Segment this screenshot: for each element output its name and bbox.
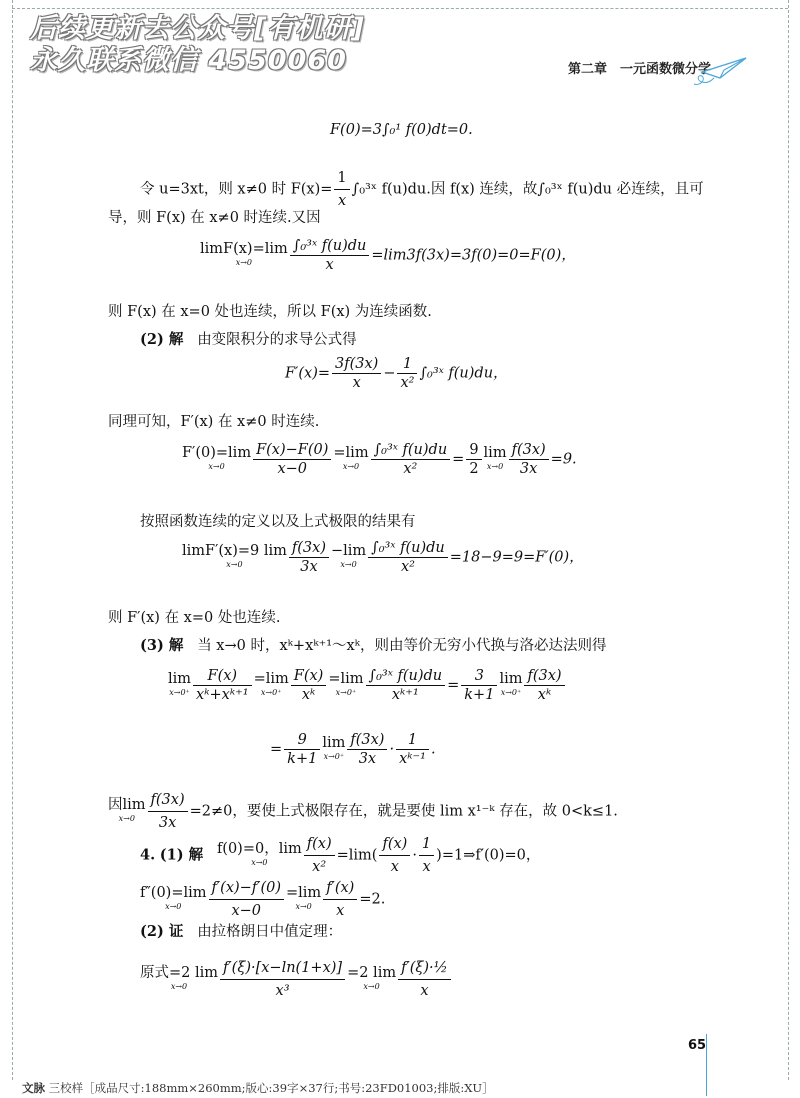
text-line-12: 则 F′(x) 在 x=0 处也连续.: [108, 610, 281, 626]
label-part2: (2) 解: [140, 331, 184, 348]
eq-part3-limit: lim x→0⁺ $\frac{F(x)}{\text{xᵏ+xᵏ⁺¹}}$ =lim x→0⁺ $\frac{F(x)}{\text{xᵏ}}$ =lim x→0⁺ $\frac{\text{∫₀³ˣ f(u)du}}{\text{xᵏ⁺¹}}$ = $\frac{3}{k+1}$ lim x→0⁺ $\frac{f(3x)}{\text{xᵏ}}$: [168, 668, 567, 703]
watermark-line-2: 永久联系微信 4550060: [30, 45, 347, 76]
text-integral-2: ∫₀³ˣ f(u)du 必连续，且可: [537, 181, 704, 198]
paper-plane-icon: [690, 50, 750, 90]
eq-limit-tail: =lim3f(3x)=3f(0)=0=F(0)，: [371, 247, 576, 264]
text-line-2: [140, 168, 704, 211]
text-integral-1: ∫₀³ˣ f(u)du.因 f(x) 连续，故: [351, 181, 538, 198]
eq-limit-F: [200, 238, 576, 273]
print-footer: [22, 1080, 494, 1096]
chapter-header: 第二章 一元函数微分学: [568, 62, 712, 77]
text-line-13: (3) 解 当 x→0 时，xᵏ+xᵏ⁺¹～xᵏ，则由等价无穷小代换与洛必达法则得: [140, 637, 607, 654]
lim-label-a: limF(x)=lim x→0: [200, 240, 288, 267]
text-let-u: 令 u=3xt，则 x≠0 时 F(x)=: [140, 181, 333, 198]
text-line-18: f″(0)=lim x→0 $\frac{f'(x)-f'(0)}{x-0}$ =lim x→0 $\frac{f'(x)}{x}$ =2.: [140, 880, 386, 919]
watermark-line-1: 后续更新去公众号[有机研]: [30, 13, 365, 44]
eq-Fprime: F′(x)= $\frac{3f(3x)}{x}$ − $\frac{1}{\text{x²}}$ ∫₀³ˣ f(u)du，: [285, 356, 508, 391]
frac-1-over-x: $\frac{1}{x}$: [334, 168, 349, 211]
text-line-10: 按照函数连续的定义以及上式极限的结果有: [140, 514, 416, 530]
eq-limit-Fprime: limF′(x)=9 lim x→0 $\frac{f(3x)}{3x}$ −lim x→0 $\frac{\text{∫₀³ˣ f(u)du}}{\text{x²}}$ =18−9=9=F′(0)，: [182, 540, 584, 575]
text-line-8: 同理可知，F′(x) 在 x≠0 时连续.: [108, 414, 320, 430]
text-line-3: 导，则 F(x) 在 x≠0 时连续.又因: [108, 210, 321, 226]
text-line-17: 4. (1) 解 f(0)=0，lim x→0 $\frac{f(x)}{\text{x²}}$ =lim( $\frac{f(x)}{x}$ · $\frac{1}{x}$ )=1⇒f′(0)=0，: [140, 836, 541, 875]
text-line-5: 则 F(x) 在 x=0 处也连续，所以 F(x) 为连续函数.: [108, 304, 432, 320]
text-line-6: [140, 330, 357, 350]
footer-spec: 三校样［成品尺寸:188mm×260mm;版心:39字×37行;书号:23FD01003;排版:XU］: [48, 1081, 494, 1095]
margin-rule: [706, 1034, 707, 1096]
eq-part3-limit-2: = $\frac{9}{k+1}$ lim x→0⁺ $\frac{f(3x)}{3x}$ · $\frac{1}{\text{xᵏ⁻¹}}$ .: [270, 732, 436, 767]
text-part2: 由变限积分的求导公式得: [197, 332, 357, 348]
crop-line-left: [12, 0, 13, 1080]
eq-F0: F(0)=3∫₀¹ f(0)dt=0.: [330, 122, 473, 138]
footer-brand: 文脉: [22, 1081, 45, 1095]
frac-integral-over-x: $\frac{\text{∫₀³ˣ f(u)du}}{x}$: [290, 238, 370, 273]
text-line-19: (2) 证 由拉格朗日中值定理：: [140, 923, 343, 940]
text-line-20: 原式=2 lim x→0 $\frac{f'(\xi)\cdot[x-\ln(1+x)]}{\text{x³}}$ =2 lim x→0 $\frac{\text{f′(ξ)·½}}{x}$: [140, 958, 453, 1001]
eq-Fprime0: F′(0)=lim x→0 $\frac{F(x)-F(0)}{x-0}$ =lim x→0 $\frac{\text{∫₀³ˣ f(u)du}}{\text{x²}}$ = $\frac{9}{2}$ lim x→0 $\frac{f(3x)}{3x}$ =9.: [182, 442, 577, 477]
crop-line-right: [788, 0, 789, 1080]
text-line-16: 因lim x→0 $\frac{f(3x)}{3x}$ =2≠0，要使上式极限存在，就是要使 lim x¹⁻ᵏ 存在，故 0<k≤1.: [108, 792, 618, 831]
page-number: 65: [688, 1038, 707, 1053]
